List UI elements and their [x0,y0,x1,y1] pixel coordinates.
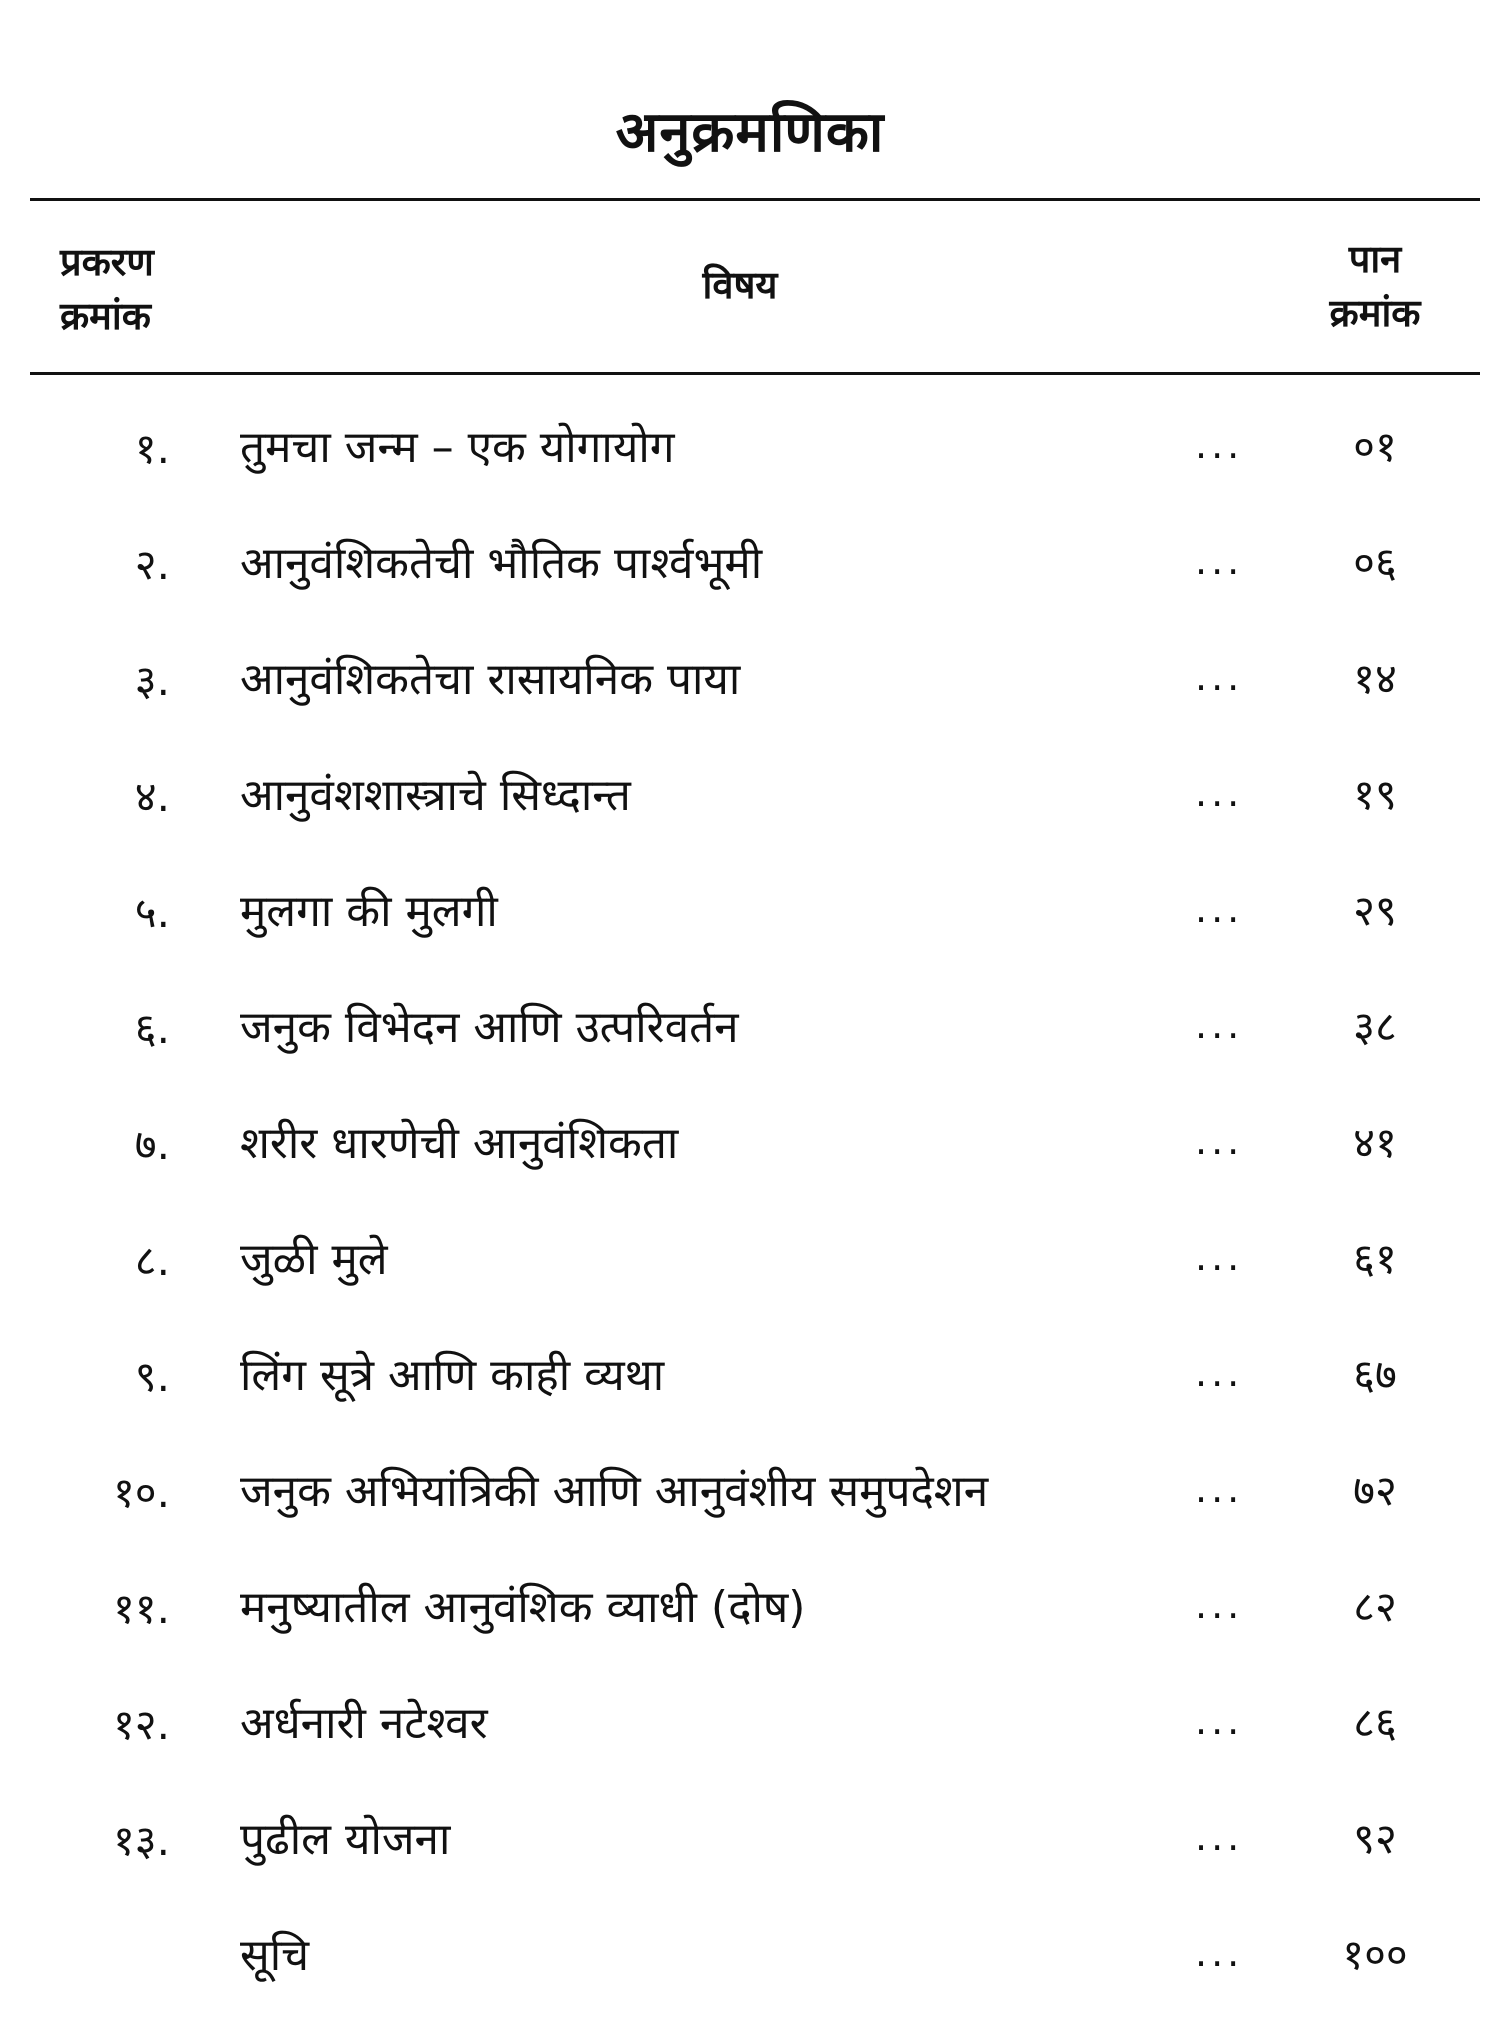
column-header-chapter-line2: क्रमांक [60,294,151,338]
toc-chapter-title: जनुक अभियांत्रिकी आणि आनुवंशीय समुपदेशन [240,1466,989,1517]
toc-row[interactable] [0,395,1500,511]
toc-page-number: २९ [1353,886,1397,935]
toc-page-number: ७२ [1353,1466,1397,1515]
toc-chapter-title: सूचि [240,1930,310,1981]
toc-chapter-title: अर्धनारी नटेश्वर [240,1698,488,1749]
toc-leader-dots: ... [1195,1235,1244,1279]
toc-leader-dots: ... [1195,771,1244,815]
toc-leader-dots: ... [1195,1699,1244,1743]
toc-chapter-title: मनुष्यातील आनुवंशिक व्याधी (दोष) [240,1582,806,1633]
toc-page-number: ९२ [1353,1814,1397,1863]
toc-page-number: १०० [1342,1930,1408,1979]
toc-row[interactable] [0,627,1500,743]
toc-row[interactable] [0,743,1500,859]
column-header-page [1290,232,1460,340]
toc-list [0,395,1500,2019]
toc-chapter-number: १३. [112,1816,170,1865]
toc-leader-dots: ... [1195,887,1244,931]
toc-chapter-title: आनुवंशिकतेचा रासायनिक पाया [240,654,741,705]
toc-leader-dots: ... [1195,1119,1244,1163]
toc-chapter-title: पुढील योजना [240,1814,451,1865]
toc-page-number: ६७ [1353,1350,1397,1399]
toc-page-number: ३८ [1353,1002,1397,1051]
toc-row[interactable] [0,511,1500,627]
header-top-rule [30,198,1480,201]
toc-page-number: ०६ [1353,538,1397,587]
toc-row[interactable] [0,1207,1500,1323]
toc-chapter-title: आनुवंशिकतेची भौतिक पार्श्वभूमी [240,538,763,589]
toc-leader-dots: ... [1195,1815,1244,1859]
toc-row[interactable] [0,859,1500,975]
column-header-chapter-line1: प्रकरण [60,240,154,284]
toc-page-number: १९ [1353,770,1397,819]
toc-leader-dots: ... [1195,1003,1244,1047]
toc-page-number: ४१ [1353,1118,1397,1167]
page-title: अनुक्रमणिका [615,100,885,165]
toc-leader-dots: ... [1195,539,1244,583]
toc-row[interactable] [0,975,1500,1091]
toc-chapter-title: तुमचा जन्म – एक योगायोग [240,422,675,473]
toc-chapter-number: १०. [112,1468,170,1517]
toc-leader-dots: ... [1195,1351,1244,1395]
toc-chapter-number: ११. [112,1584,170,1633]
toc-leader-dots: ... [1195,655,1244,699]
toc-row[interactable] [0,1555,1500,1671]
toc-leader-dots: ... [1195,1931,1244,1975]
column-header-page-line2: क्रमांक [1329,291,1421,335]
toc-chapter-number: ५. [134,888,170,937]
toc-chapter-number: १२. [112,1700,170,1749]
toc-chapter-title: जनुक विभेदन आणि उत्परिवर्तन [240,1002,739,1053]
toc-chapter-number: ६. [134,1004,170,1053]
column-header-page-line1: पान [1348,237,1402,281]
toc-page-number: ८६ [1353,1698,1397,1747]
toc-page-number: ६१ [1353,1234,1397,1283]
column-header-subject-label: विषय [702,263,778,307]
toc-row[interactable] [0,1439,1500,1555]
toc-leader-dots: ... [1195,1467,1244,1511]
toc-row[interactable] [0,1903,1500,2019]
toc-row[interactable] [0,1787,1500,1903]
toc-page-number: ८२ [1353,1582,1397,1631]
toc-row[interactable] [0,1671,1500,1787]
column-header-subject [0,258,1500,312]
toc-chapter-number: ७. [134,1120,170,1169]
toc-chapter-number: ३. [134,656,170,705]
toc-chapter-number: १. [134,424,170,473]
toc-leader-dots: ... [1195,423,1244,467]
toc-leader-dots: ... [1195,1583,1244,1627]
toc-chapter-title: लिंग सूत्रे आणि काही व्यथा [240,1350,665,1401]
toc-chapter-title: जुळी मुले [240,1234,388,1285]
toc-page-number: १४ [1353,654,1397,703]
toc-chapter-number: ४. [134,772,170,821]
toc-page-number: ०१ [1353,422,1397,471]
toc-chapter-number: २. [134,540,170,589]
toc-chapter-title: आनुवंशशास्त्राचे सिध्दान्त [240,770,631,821]
toc-chapter-number: ८. [134,1236,170,1285]
toc-chapter-title: शरीर धारणेची आनुवंशिकता [240,1118,679,1169]
toc-chapter-title: मुलगा की मुलगी [240,886,498,937]
toc-row[interactable] [0,1091,1500,1207]
toc-row[interactable] [0,1323,1500,1439]
header-bottom-rule [30,372,1480,375]
toc-chapter-number: ९. [134,1352,170,1401]
